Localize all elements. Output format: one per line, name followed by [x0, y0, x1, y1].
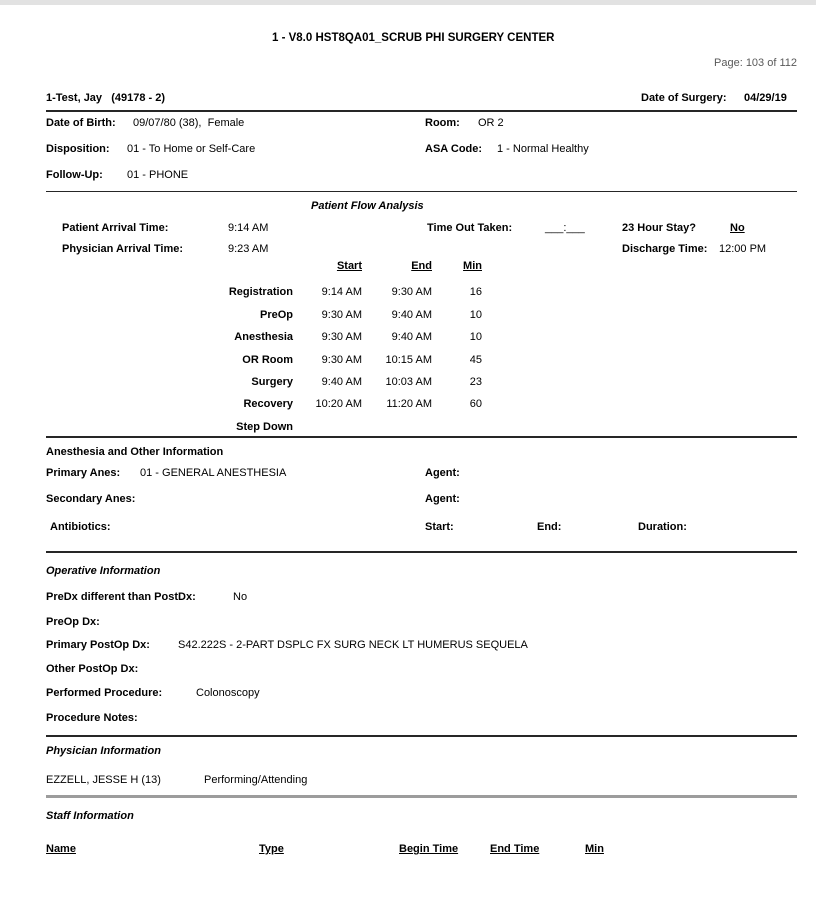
followup-label: Follow-Up: [46, 169, 103, 181]
flow-row-activity: Anesthesia [234, 331, 293, 343]
report-title: 1 - V8.0 HST8QA01_SCRUB PHI SURGERY CENTER [272, 32, 555, 44]
flow-row-start: 10:20 AM [315, 398, 362, 410]
discharge-label: Discharge Time: [622, 243, 708, 255]
flow-row-activity: Step Down [236, 421, 293, 433]
staff-col-type: Type [259, 843, 284, 855]
flow-row-end: 11:20 AM [386, 398, 432, 410]
disposition-value: 01 - To Home or Self-Care [127, 143, 256, 155]
physician-section-title: Physician Information [46, 745, 161, 757]
flow-row-min: 10 [469, 309, 482, 321]
primary-anes-label: Primary Anes: [46, 467, 121, 479]
physician-arrival-label: Physician Arrival Time: [62, 243, 184, 255]
flow-row-min: 45 [469, 354, 482, 366]
antibiotics-end-label: End: [537, 521, 562, 533]
other-postop-label: Other PostOp Dx: [46, 663, 139, 675]
flow-row-start: 9:30 AM [321, 354, 362, 366]
primary-postop-value: S42.222S - 2-PART DSPLC FX SURG NECK LT HUMERUS SEQUELA [178, 639, 528, 651]
staff-col-begin-time: Begin Time [399, 843, 459, 855]
predx-value: No [233, 591, 248, 603]
antibiotics-start-label: Start: [425, 521, 454, 533]
flow-row-end: 10:15 AM [385, 354, 432, 366]
flow-section-title: Patient Flow Analysis [311, 200, 424, 212]
staff-section-title: Staff Information [46, 810, 134, 822]
agent-label: Agent: [425, 493, 460, 505]
flow-row-min: 23 [469, 376, 482, 388]
thick-divider [46, 795, 797, 798]
flow-row-start: 9:40 AM [321, 376, 362, 388]
physician-name: EZZELL, JESSE H (13) [46, 774, 161, 786]
date-of-surgery-label: Date of Surgery: [641, 92, 727, 104]
flow-row-end: 9:40 AM [391, 331, 432, 343]
dob-label: Date of Birth: [46, 117, 116, 129]
followup-value: 01 - PHONE [127, 169, 189, 181]
flow-row-min: 60 [469, 398, 482, 410]
staff-col-name: Name [46, 843, 76, 855]
flow-col-start: Start [336, 260, 362, 272]
flow-row-min: 10 [469, 331, 482, 343]
flow-col-min: Min [463, 260, 482, 272]
flow-row-start: 9:14 AM [321, 286, 362, 298]
time-out-blank: ___:___ [545, 222, 585, 234]
patient-arrival-value: 9:14 AM [228, 222, 269, 234]
preop-dx-label: PreOp Dx: [46, 616, 100, 628]
flow-row-start: 9:30 AM [321, 331, 362, 343]
secondary-anes-label: Secondary Anes: [46, 493, 136, 505]
stay23-label: 23 Hour Stay? [622, 222, 696, 234]
agent-label: Agent: [425, 467, 460, 479]
divider [46, 735, 797, 737]
flow-col-end: End [411, 260, 432, 272]
patient-arrival-label: Patient Arrival Time: [62, 222, 169, 234]
primary-anes-value: 01 - GENERAL ANESTHESIA [140, 467, 287, 479]
flow-row-activity: PreOp [259, 309, 293, 321]
time-out-label: Time Out Taken: [427, 222, 513, 234]
stay23-value: No [730, 222, 745, 234]
page-indicator: Page: 103 of 112 [714, 57, 797, 69]
room-label: Room: [425, 117, 460, 129]
asa-code-value: 1 - Normal Healthy [497, 143, 589, 155]
procedure-notes-label: Procedure Notes: [46, 712, 138, 724]
flow-row-end: 9:30 AM [391, 286, 432, 298]
divider [46, 436, 797, 438]
predx-label: PreDx different than PostDx: [46, 591, 196, 603]
physician-role: Performing/Attending [204, 774, 308, 786]
anesthesia-section-title: Anesthesia and Other Information [46, 446, 224, 458]
top-strip [0, 0, 816, 5]
patient-name: 1-Test, Jay (49178 - 2) [46, 92, 166, 104]
physician-arrival-value: 9:23 AM [228, 243, 269, 255]
flow-row-end: 9:40 AM [391, 309, 432, 321]
flow-row-activity: Recovery [243, 398, 293, 410]
operative-section-title: Operative Information [46, 565, 161, 577]
flow-row-end: 10:03 AM [385, 376, 432, 388]
room-value: OR 2 [478, 117, 504, 129]
divider [46, 191, 797, 192]
dob-value: 09/07/80 (38), Female [133, 117, 245, 129]
flow-row-min: 16 [469, 286, 482, 298]
staff-col-end-time: End Time [490, 843, 540, 855]
performed-procedure-value: Colonoscopy [196, 687, 260, 699]
flow-row-activity: OR Room [242, 354, 293, 366]
staff-col-min: Min [585, 843, 604, 855]
date-of-surgery-value: 04/29/19 [744, 92, 787, 104]
flow-row-activity: Surgery [251, 376, 293, 388]
divider [46, 110, 797, 112]
flow-row-start: 9:30 AM [321, 309, 362, 321]
performed-procedure-label: Performed Procedure: [46, 687, 163, 699]
divider [46, 551, 797, 553]
antibiotics-duration-label: Duration: [638, 521, 687, 533]
flow-row-activity: Registration [228, 286, 293, 298]
asa-code-label: ASA Code: [425, 143, 483, 155]
disposition-label: Disposition: [46, 143, 110, 155]
primary-postop-label: Primary PostOp Dx: [46, 639, 150, 651]
antibiotics-label: Antibiotics: [50, 521, 111, 533]
discharge-value: 12:00 PM [719, 243, 767, 255]
